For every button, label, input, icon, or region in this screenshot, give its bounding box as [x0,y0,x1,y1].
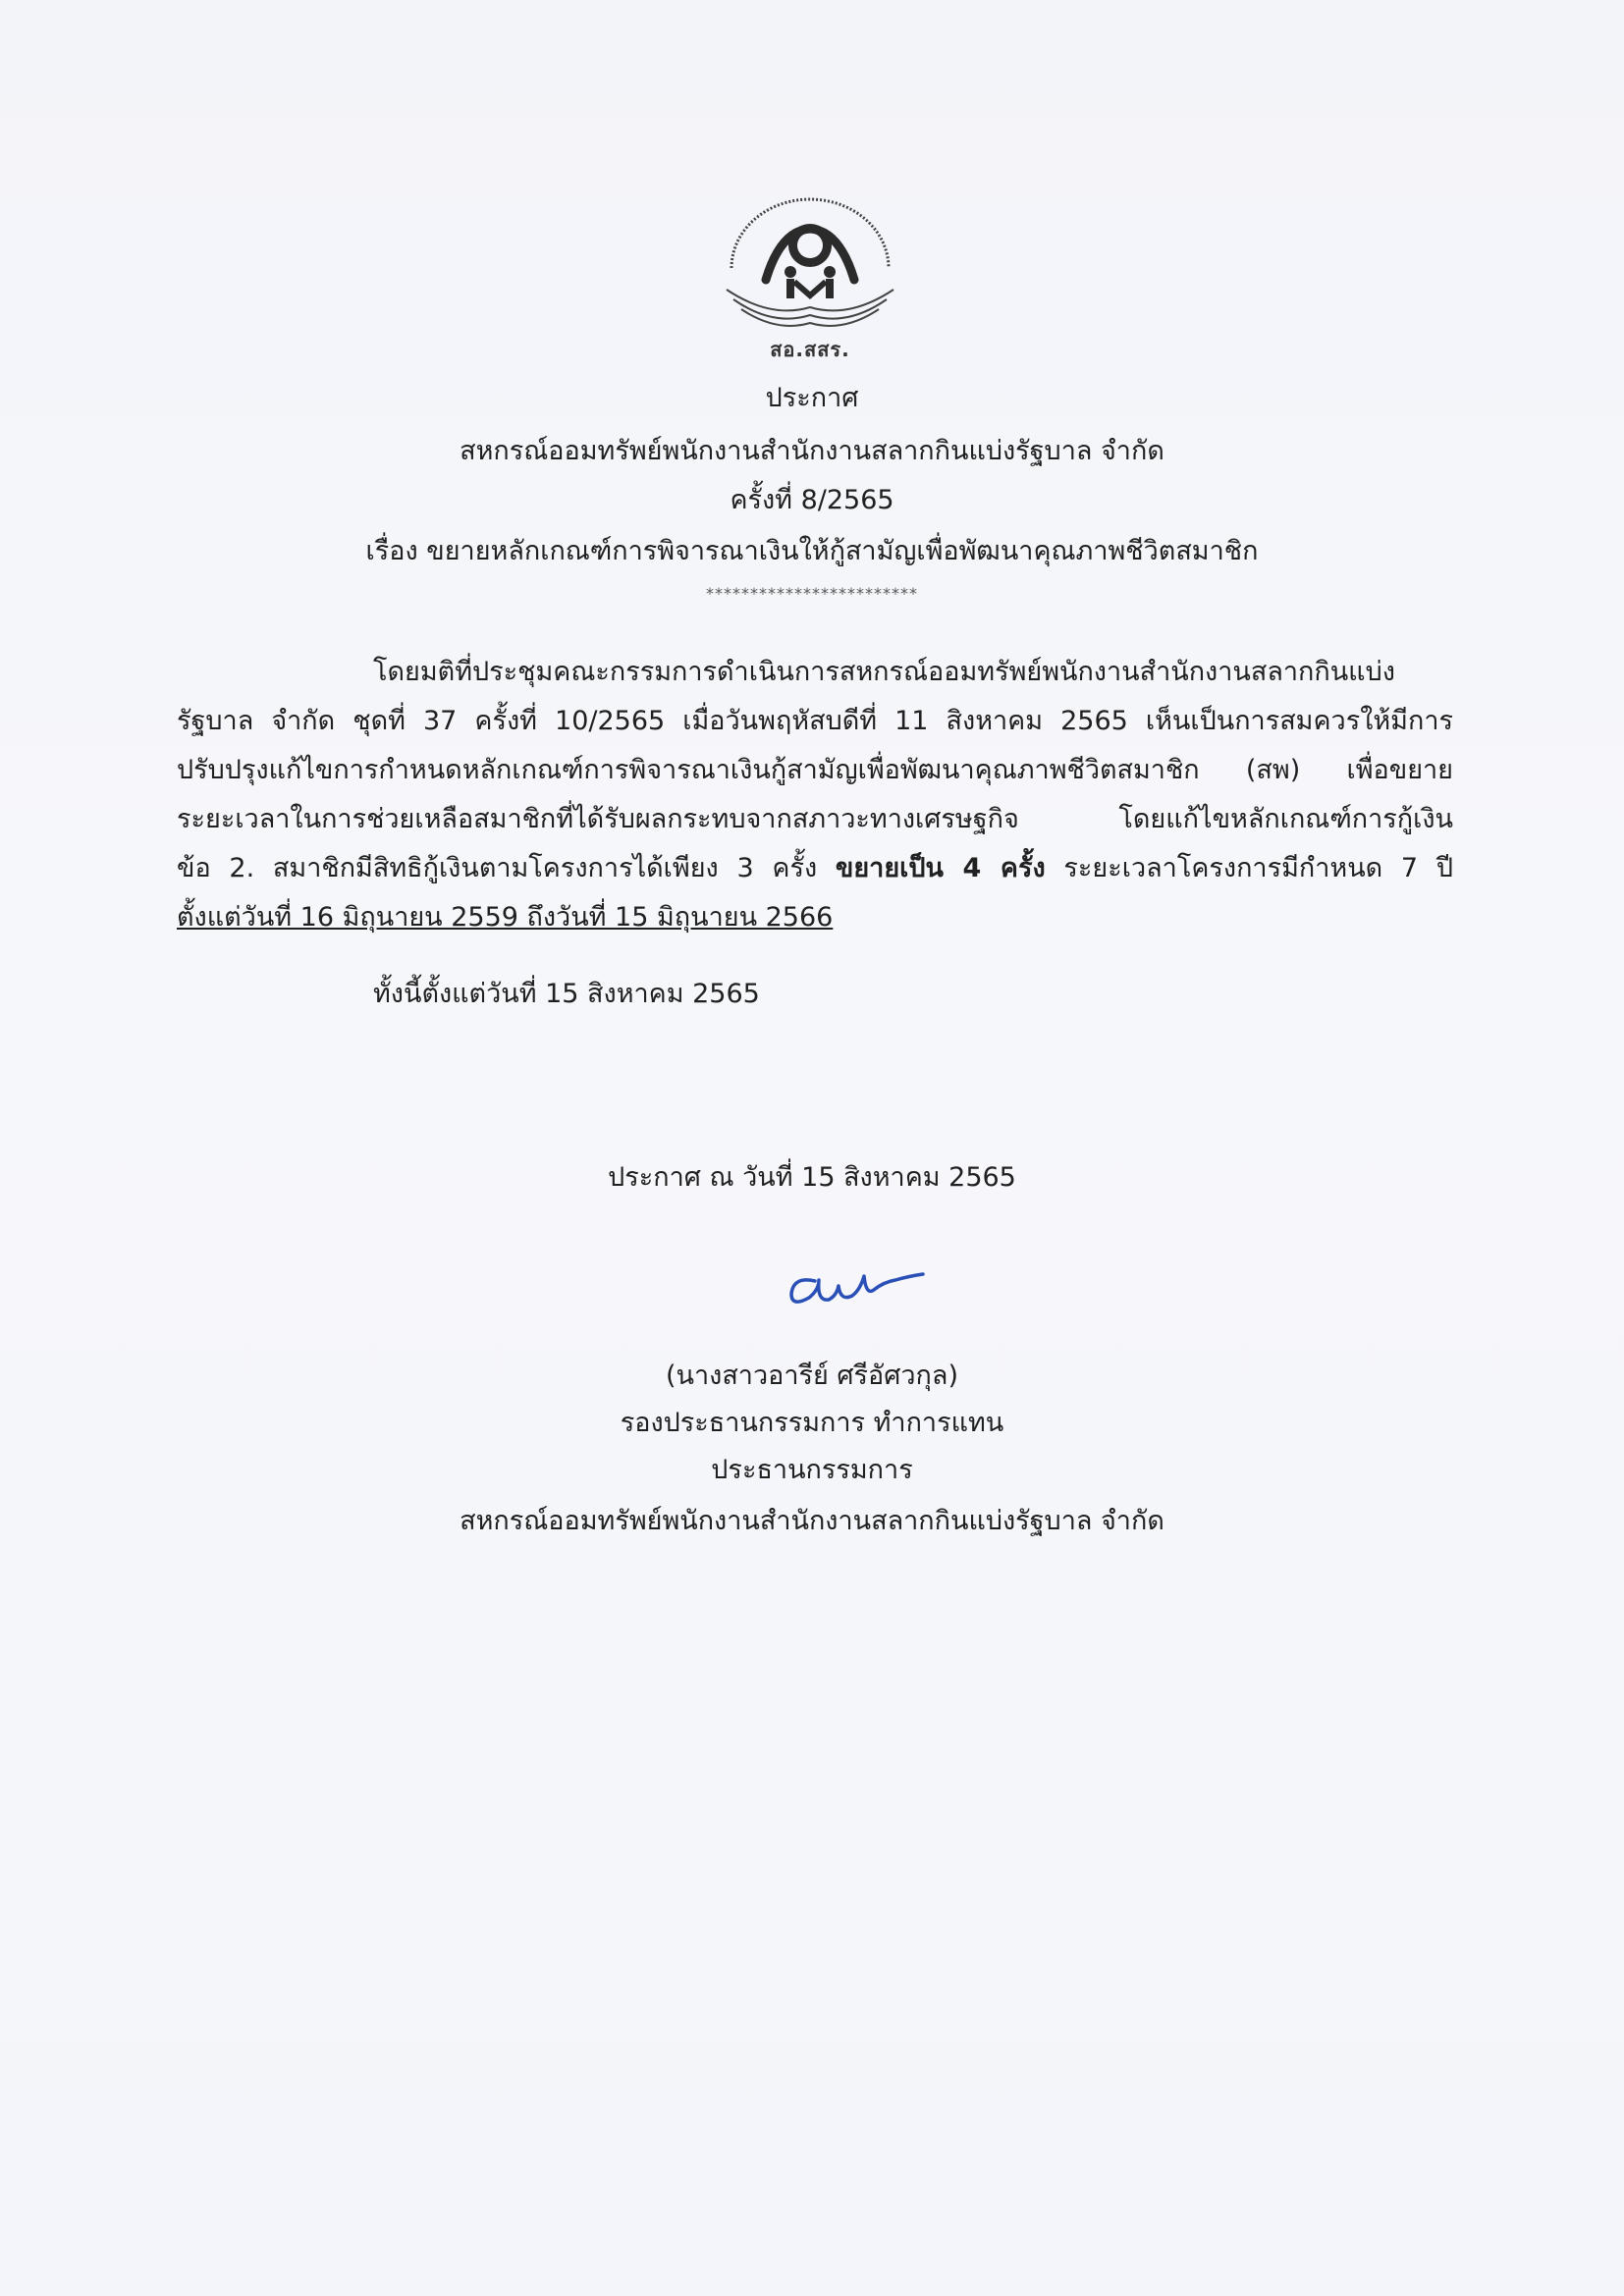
announcement-number: ครั้งที่ 8/2565 [730,485,894,515]
signer-role: ประธานกรรมการ [711,1455,913,1485]
organization-name: สหกรณ์ออมทรัพย์พนักงานสำนักงานสลากกินแบ่งรัฐบาล จำกัด [460,436,1164,466]
announced-date: ประกาศ ณ วันที่ 15 สิงหาคม 2565 [608,1162,1016,1193]
effective-date: ทั้งนี้ตั้งแต่วันที่ 15 สิงหาคม 2565 [373,979,760,1009]
announcement-heading: ประกาศ [765,383,859,413]
handwritten-signature-icon [776,1247,943,1315]
body-line: ระยะเวลาในการช่วยเหลือสมาชิกที่ได้รับผลกระทบจากสภาวะทางเศรษฐกิจ โดยแก้ไขหลักเกณฑ์การกู้เงิน [177,804,1453,834]
signer-title: รองประธานกรรมการ ทำการแทน [620,1408,1004,1438]
project-period-underlined: ตั้งแต่วันที่ 16 มิถุนายน 2559 ถึงวันที่ 15 มิถุนายน 2566 [177,902,834,933]
body-line: โดยมติที่ประชุมคณะกรรมการดำเนินการสหกรณ์ออมทรัพย์พนักงานสำนักงานสลากกินแบ่ง [373,657,1395,687]
body-text-segment: ระยะเวลาโครงการมีกำหนด 7 ปี [1045,853,1454,883]
body-line: รัฐบาล จำกัด ชุดที่ 37 ครั้งที่ 10/2565 เมื่อวันพฤหัสบดีที่ 11 สิงหาคม 2565 เห็นเป็นการสมควรให้มีการ [177,706,1453,736]
body-line [177,893,1453,942]
logo-abbreviation: สอ.สสร. [770,338,850,361]
extended-limit-emphasis: ขยายเป็น 4 ครั้ง [835,853,1046,883]
announcement-subject: เรื่อง ขยายหลักเกณฑ์การพิจารณาเงินให้กู้สามัญเพื่อพัฒนาคุณภาพชีวิตสมาชิก [365,536,1259,566]
signer-organization: สหกรณ์ออมทรัพย์พนักงานสำนักงานสลากกินแบ่งรัฐบาล จำกัด [460,1506,1164,1536]
divider-stars: ************************ [706,584,918,603]
cooperative-emblem-icon [712,191,908,334]
cooperative-logo-icon [712,191,908,363]
signer-name: (นางสาวอารีย์ ศรีอัศวกุล) [665,1361,958,1391]
signature-stroke-icon [776,1247,943,1315]
body-text-segment: ข้อ 2. สมาชิกมีสิทธิกู้เงินตามโครงการได้เพียง 3 ครั้ง [177,853,836,883]
body-line [177,844,1453,893]
body-paragraph [177,648,1453,942]
body-line: ปรับปรุงแก้ไขการกำหนดหลักเกณฑ์การพิจารณาเงินกู้สามัญเพื่อพัฒนาคุณภาพชีวิตสมาชิก (สพ) เพื่อขยาย [177,755,1453,785]
